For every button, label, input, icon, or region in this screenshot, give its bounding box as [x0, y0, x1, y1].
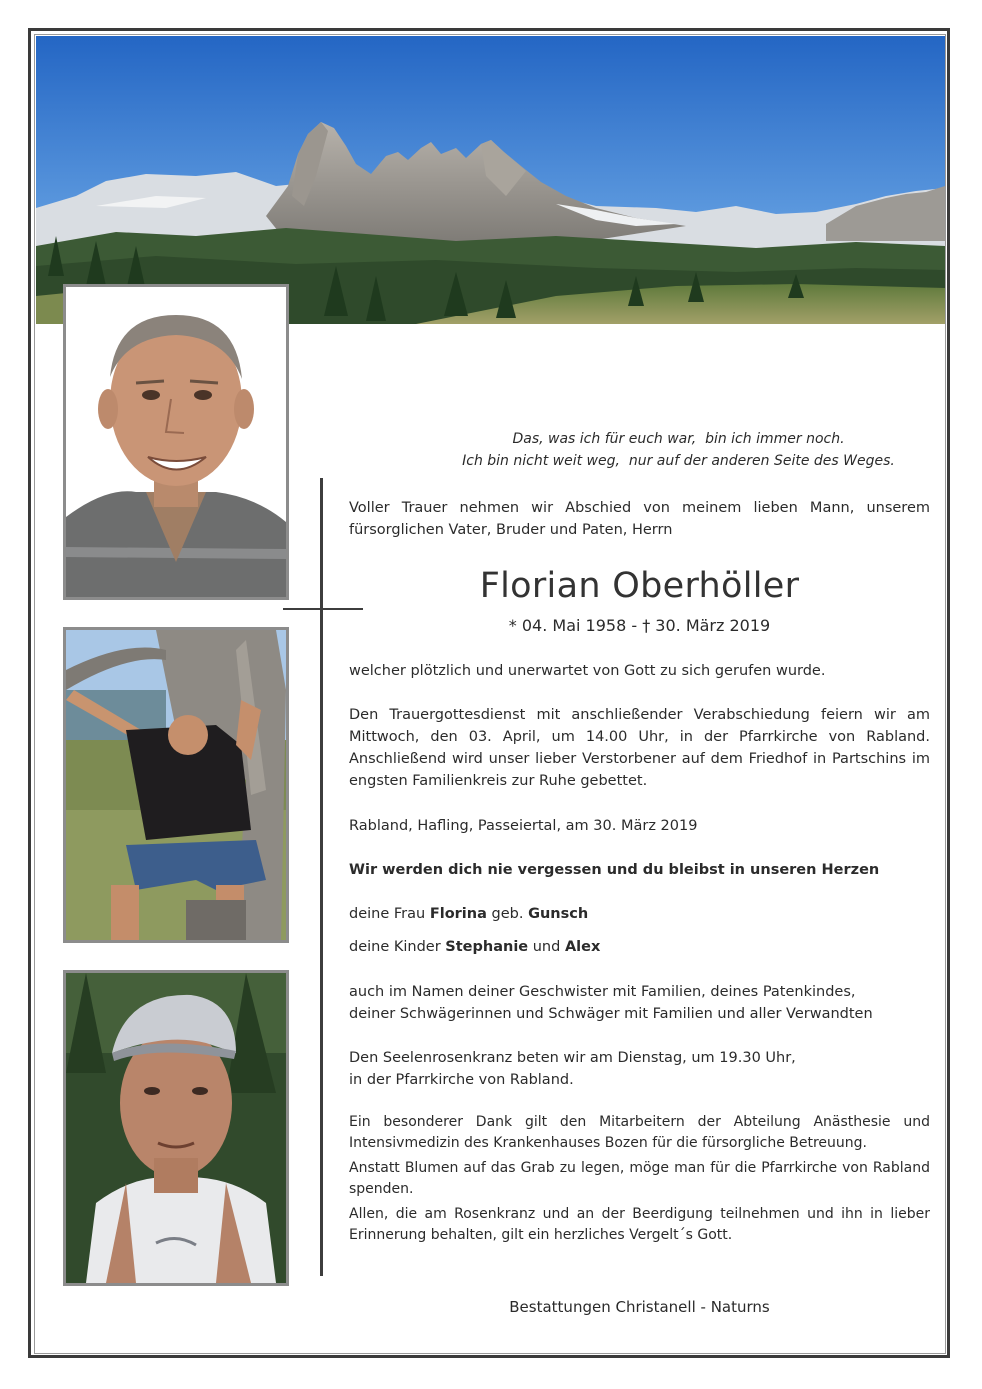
thanks-paragraph-2: Anstatt Blumen auf das Grab zu legen, möge man für die Pfarrkirche von Rabland spenden.	[349, 1160, 930, 1197]
children-line	[349, 936, 930, 958]
wife-prefix: deine Frau	[349, 906, 430, 922]
called-paragraph: welcher plötzlich und unerwartet von Gott zu sich gerufen wurde.	[349, 663, 826, 679]
quote-line-2: Ich bin nicht weit weg, nur auf der anderen Seite des Weges.	[462, 453, 895, 469]
thanks-paragraph-1: Ein besonderer Dank gilt den Mitarbeitern der Abteilung Anästhesie und Intensivmedizin des Krankenhauses Bozen für die fürsorgliche Betreuung.	[349, 1114, 930, 1151]
cross-vertical-bar	[320, 478, 323, 1276]
outdoor-sitting-photo	[63, 627, 289, 943]
relatives-line-1: auch im Namen deiner Geschwister mit Familien, deines Patenkindes,	[349, 984, 856, 1000]
life-dates: * 04. Mai 1958 - † 30. März 2019	[508, 616, 771, 635]
quote-line-1: Das, was ich für euch war, bin ich immer noch.	[512, 431, 845, 447]
wife-maiden-name: Gunsch	[528, 906, 589, 922]
rosary-paragraph	[349, 1047, 930, 1091]
place-date: Rabland, Hafling, Passeiertal, am 30. März 2019	[349, 818, 698, 834]
wife-mid: geb.	[486, 906, 529, 922]
rosary-line-1: Den Seelenrosenkranz beten wir am Dienstag, um 19.30 Uhr,	[349, 1050, 796, 1066]
undertaker-signature: Bestattungen Christanell - Naturns	[509, 1298, 770, 1316]
rosary-line-2: in der Pfarrkirche von Rabland.	[349, 1072, 574, 1088]
relatives-paragraph	[349, 981, 930, 1025]
relatives-line-2: deiner Schwägerinnen und Schwäger mit Familien und aller Verwandten	[349, 1006, 873, 1022]
wife-line	[349, 903, 930, 925]
deceased-name: Florian Oberhöller	[479, 566, 800, 606]
cap-portrait-photo	[63, 970, 289, 1286]
motto-line: Wir werden dich nie vergessen und du bleibst in unseren Herzen	[349, 862, 880, 878]
service-paragraph: Den Trauergottesdienst mit anschließender Verabschiedung feiern wir am Mittwoch, den 03. April, um 14.00 Uhr, in der Pfarrkirche von Rabland. Anschließend wird unser lieber Verstorbener auf dem Friedhof in Partschins im engsten Familienkreis zur Ruhe gebettet.	[349, 707, 930, 789]
cross-horizontal-bar	[283, 608, 363, 610]
thanks-paragraph-3: Allen, die am Rosenkranz und an der Beerdigung teilnehmen und ihn in lieber Erinnerung behalten, gilt ein herzliches Vergelt´s Gott.	[349, 1206, 930, 1243]
portrait-photo	[63, 284, 289, 600]
child-name-2: Alex	[564, 939, 601, 955]
wife-name: Florina	[429, 906, 487, 922]
intro-paragraph: Voller Trauer nehmen wir Abschied von meinem lieben Mann, unserem fürsorglichen Vater, Bruder und Paten, Herrn	[349, 500, 930, 538]
mountain-banner-image	[36, 36, 945, 324]
children-mid: und	[528, 939, 565, 955]
child-name-1: Stephanie	[445, 939, 529, 955]
memorial-quote	[349, 428, 930, 472]
children-prefix: deine Kinder	[349, 939, 446, 955]
